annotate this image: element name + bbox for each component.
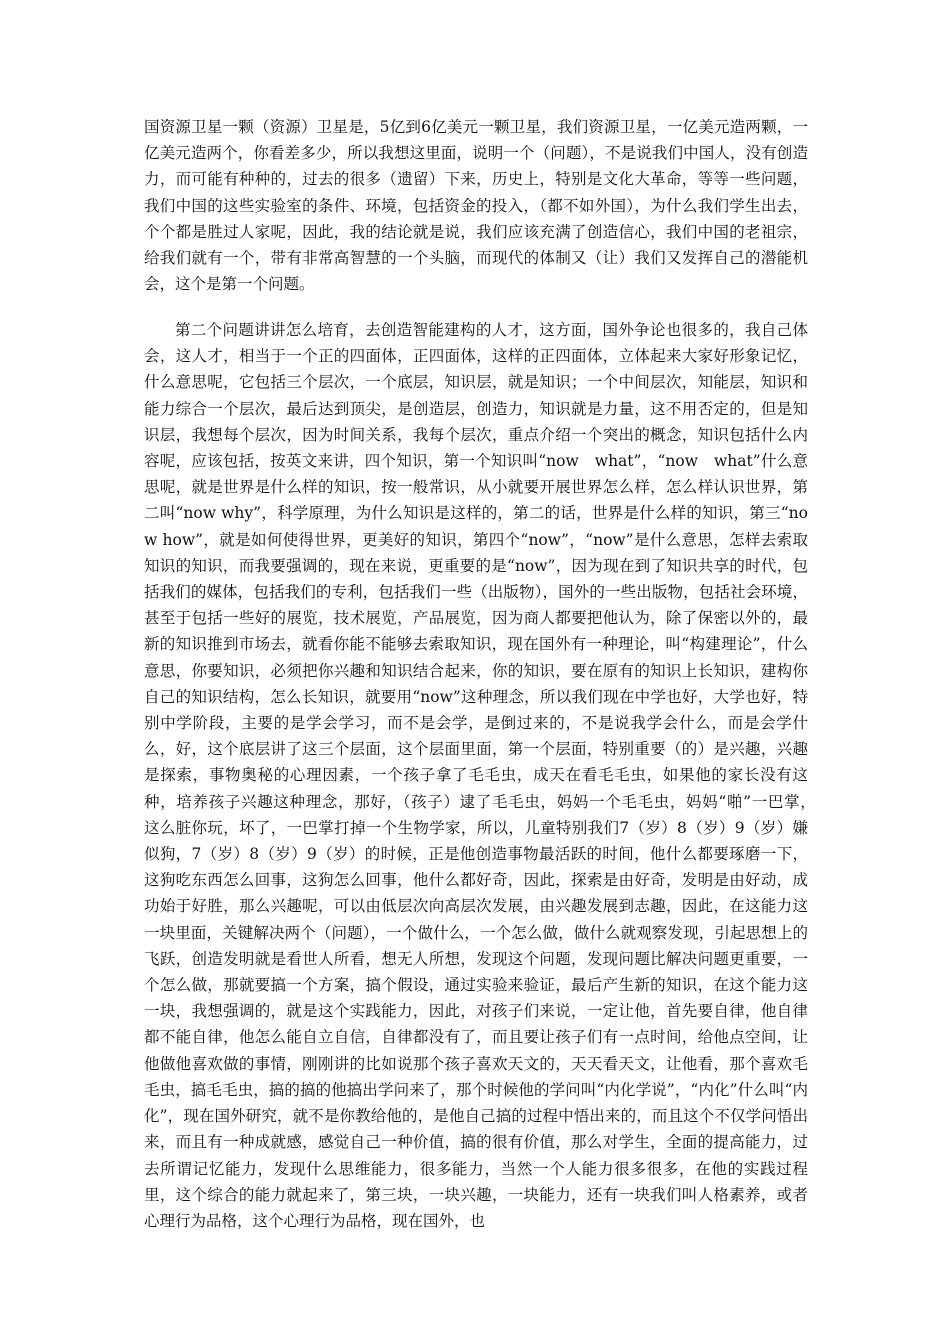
paragraph-2: 第二个问题讲讲怎么培育，去创造智能建构的人才，这方面，国外争论也很多的，我自己体会，这人才，相当于一个正的四面体，正四面体，这样的正四面体，立体起来大家好形象记忆，什么意思呢，它包括三个层次，一个底层，知识层，就是知识；一个中间层次，知能层，知识和能力综合一个层次，最后达到顶尖，是创造层，创造力，知识就是力量，这不用否定的，但是知识层，我想每个层次，因为时间关系，我每个层次，重点介绍一个突出的概念，知识包括什么内容呢，应该包括，按英文来讲，四个知识，第一个知识叫“now what”，“now what”什么意思呢，就是世界是什么样的知识，按一般常识，从小就要开展世界怎么样，怎么样认识世界，第二叫“now why”，科学原理，为什么知识是这样的，第二的话，世界是什么样的知识，第三“now how”，就是如何使得世界，更美好的知识，第四个“now”，“now”是什么意思，怎样去索取知识的知识，而我要强调的，现在来说，更重要的是“now”，因为现在到了知识共享的时代，包括我们的媒体，包括我们的专利，包括我们一些（出版物），国外的一些出版物，包括社会环境，甚至于包括一些好的展览，技术展览，产品展览，因为商人都要把他认为，除了保密以外的，最新的知识推到市场去，就看你能不能够去索取知识，现在国外有一种理论，叫“构建理论”，什么意思，你要知识，必须把你兴趣和知识结合起来，你的知识，要在原有的知识上长知识，建构你自己的知识结构，怎么长知识，就要用“now”这种理念，所以我们现在中学也好，大学也好，特别中学阶段，主要的是学会学习，而不是会学，是倒过来的，不是说我学会什么，而是会学什么，好，这个底层讲了这三个层面，这个层面里面，第一个层面，特别重要（的）是兴趣，兴趣是探索，事物奥秘的心理因素，一个孩子拿了毛毛虫，成天在看毛毛虫，如果他的家长没有这种，培养孩子兴趣这种理念，那好，（孩子）逮了毛毛虫，妈妈一个毛毛虫，妈妈“啪”一巴掌， 这么脏你玩，坏了，一巴掌打掉一个生物学家，所以，儿童特别我们7（岁）8（岁）9（岁）嫌似狗，7（岁）8（岁）9（岁）的时候，正是他创造事物最活跃的时间，他什么都要琢磨一下，这狗吃东西怎么回事，这狗怎么回事，他什么都好奇，因此，探索是由好奇，发明是由好动，成功始于好胜，那么兴趣呢，可以由低层次向高层次发展，由兴趣发展到志趣，因此，在这能力这一块里面，关键解决两个（问题），一个做什么，一个怎么做，做什么就观察发现，引起思想上的飞跃，创造发明就是看世人所看，想无人所想，发现这个问题，发现问题比解决问题更重要，一个怎么做，那就要搞一个方案，搞个假设，通过实验来验证，最后产生新的知识，在这个能力这一块，我想强调的，就是这个实践能力，因此，对孩子们来说，一定让他，首先要自律，他自律都不能自律，他怎么能自立自信，自律都没有了，而且要让孩子们有一点时间，给他点空间，让他做他喜欢做的事情，刚刚讲的比如说那个孩子喜欢天文的，天天看天文，让他看，那个喜欢毛毛虫，搞毛毛虫，搞的搞的他搞出学问来了，那个时候他的学问叫“内化学说”，“内化”什么叫“内化”，现在国外研究，就不是你教给他的，是他自己搞的过程中悟出来的，而且这个不仅学问悟出来，而且有一种成就感，感觉自己一种价值，搞的很有价值，那么对学生，全面的提高能力，过去所谓记忆能力，发现什么思维能力，很多能力，当然一个人能力很多很多，在他的实践过程里，这个综合的能力就起来了，第三块，一块兴趣，一块能力，还有一块我们叫人格素养，或者心理行为品格，这个心理行为品格，现在国外，也 bbox=[144, 321, 824, 1230]
paragraph-1: 国资源卫星一颗（资源）卫星是，5亿到6亿美元一颗卫星，我们资源卫星，一亿美元造两颗，一亿美元造两个，你看差多少，所以我想这里面，说明一个（问题），不是说我们中国人，没有创造力，而可能有种种的，过去的很多（遗留）下来，历史上，特别是文化大革命，等等一些问题，我们中国的这些实验室的条件、环境，包括资金的投入，（都不如外国），为什么我们学生出去，个个都是胜过人家呢，因此，我的结论就是说，我们应该充满了创造信心，我们中国的老祖宗，给我们就有一个，带有非常高智慧的一个头脑，而现代的体制又（让）我们又发挥自己的潜能机会，这个是第一个问题。 bbox=[144, 118, 808, 294]
